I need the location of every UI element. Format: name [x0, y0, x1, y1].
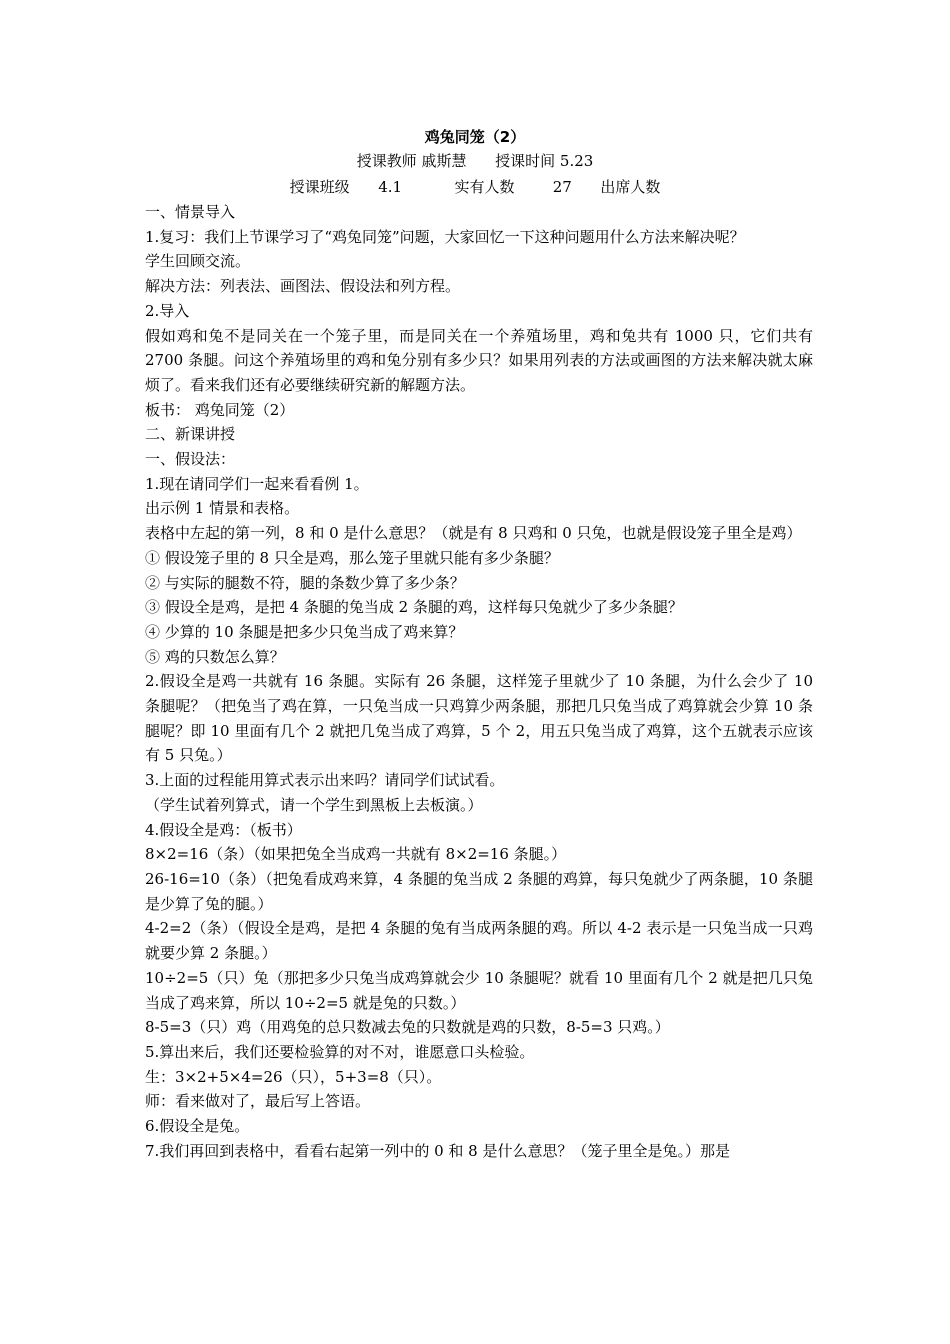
class-label: 授课班级 [289, 178, 350, 196]
paragraph: 8-5=3（只）鸡（用鸡兔的总只数减去兔的只数就是鸡的只数，8-5=3 只鸡。） [145, 1018, 670, 1037]
paragraph: 表格中左起的第一列，8 和 0 是什么意思？（就是有 8 只鸡和 0 只兔，也就是假设笼子里全是鸡） [145, 524, 802, 543]
lesson-body [145, 200, 813, 1163]
paragraph: 3.上面的过程能用算式表示出来吗？请同学们试试看。 [145, 771, 505, 790]
paragraph: 4-2=2（条）（假设全是鸡，是把 4 条腿的兔有当成两条腿的鸡。所以 4-2 表示是一只兔当成一只鸡就要少算 2 条腿。） [145, 919, 813, 963]
paragraph: 学生回顾交流。 [145, 252, 251, 271]
class-value: 4.1 [378, 178, 403, 196]
teacher-time-row [0, 150, 950, 172]
paragraph: 10÷2=5（只）兔（那把多少只兔当成鸡算就会少 10 条腿呢？就看 10 里面有几个 2 就是把几只兔当成了鸡来算，所以 10÷2=5 就是兔的只数。） [145, 968, 813, 1012]
page-title: 鸡兔同笼（2） [424, 128, 526, 146]
paragraph: 师：看来做对了，最后写上答语。 [145, 1092, 371, 1111]
paragraph: 假如鸡和兔不是同关在一个笼子里，而是同关在一个养殖场里，鸡和兔共有 1000 只，它们共有 2700 条腿。问这个养殖场里的鸡和兔分别有多少只？如果用列表的方法或画图的方法来解决就太麻烦了。看来我们还有必要继续研究新的解题方法。 [145, 326, 813, 394]
paragraph: （学生试着列算式，请一个学生到黑板上去板演。） [145, 795, 483, 814]
lesson-time: 5.23 [559, 152, 594, 170]
paragraph: 6.假设全是兔。 [145, 1117, 250, 1136]
paragraph: 解决方法：列表法、画图法、假设法和列方程。 [145, 277, 461, 296]
paragraph: 26-16=10（条）（把兔看成鸡来算，4 条腿的兔当成 2 条腿的鸡算，每只兔就少了两条腿，10 条腿是少算了兔的腿。） [145, 869, 813, 913]
paragraph: 生：3×2+5×4=26（只），5+3=8（只）。 [145, 1067, 442, 1086]
paragraph: 1.现在请同学们一起来看看例 1。 [145, 474, 369, 493]
paragraph: 7.我们再回到表格中，看看右起第一列中的 0 和 8 是什么意思？（笼子里全是兔。）那是 [145, 1141, 730, 1160]
paragraph: 4.假设全是鸡：（板书） [145, 820, 302, 839]
class-info-row [0, 176, 950, 198]
paragraph: 板书： 鸡兔同笼（2） [145, 400, 295, 419]
actual-count: 27 [552, 178, 572, 196]
paragraph: 2.假设全是鸡一共就有 16 条腿。实际有 26 条腿，这样笼子里就少了 10 条腿，为什么会少了 10 条腿呢？（把兔当了鸡在算，一只兔当成一只鸡算少两条腿，那把几只兔当成了鸡算就会少算 10 条腿呢？即 10 里面有几个 2 就把几兔当成了鸡算，5 个 2，用五只兔当成了鸡算，这个五就表示应该有 5 只兔。） [145, 672, 813, 765]
paragraph: 8×2=16（条）（如果把兔全当成鸡一共就有 8×2=16 条腿。） [145, 845, 567, 864]
teacher-name: 戚斯慧 [421, 152, 467, 170]
present-label: 出席人数 [600, 178, 661, 196]
paragraph: ⑤ 鸡的只数怎么算？ [145, 647, 285, 666]
paragraph: 1.复习：我们上节课学习了“鸡兔同笼”问题，大家回忆一下这种问题用什么方法来解决呢？ [145, 227, 745, 246]
paragraph: ② 与实际的腿数不符，腿的条数少算了多少条？ [145, 573, 465, 592]
paragraph: 出示例 1 情景和表格。 [145, 499, 300, 518]
paragraph: 2.导入 [145, 301, 190, 320]
paragraph: 一、假设法： [145, 450, 236, 469]
paragraph: ④ 少算的 10 条腿是把多少只兔当成了鸡来算？ [145, 622, 464, 641]
paragraph: 5.算出来后，我们还要检验算的对不对，谁愿意口头检验。 [145, 1042, 535, 1061]
time-label: 授课时间 [495, 152, 556, 170]
paragraph: ① 假设笼子里的 8 只全是鸡，那么笼子里就只能有多少条腿？ [145, 548, 559, 567]
actual-label: 实有人数 [454, 178, 515, 196]
paragraph: ③ 假设全是鸡，是把 4 条腿的兔当成 2 条腿的鸡，这样每只兔就少了多少条腿？ [145, 598, 683, 617]
paragraph: 一、情景导入 [145, 203, 236, 221]
paragraph: 二、新课讲授 [145, 425, 236, 444]
teacher-label: 授课教师 [356, 152, 417, 170]
